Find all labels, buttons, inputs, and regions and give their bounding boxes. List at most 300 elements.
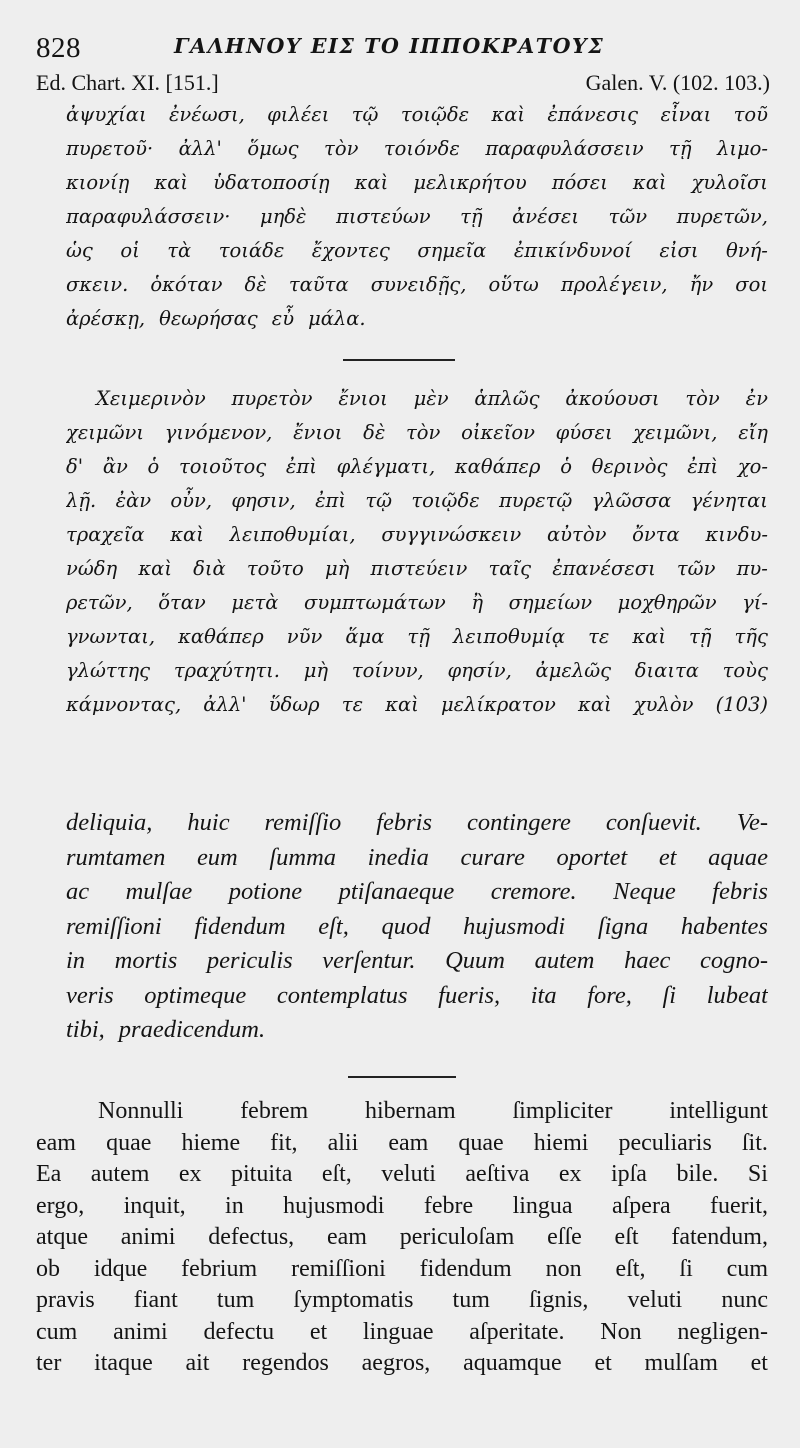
word: τοιοῦτος	[179, 455, 267, 478]
word: habentes	[680, 912, 768, 940]
section-divider	[348, 1076, 456, 1078]
word: defectus,	[208, 1224, 295, 1250]
word: λειποθυμίᾳ	[452, 625, 566, 648]
word: fiant	[133, 1287, 178, 1313]
latin-translation-paragraph	[66, 806, 768, 1048]
word: τοιῷδε	[411, 489, 480, 512]
word: ἀκούουσι	[565, 387, 660, 410]
text-line	[36, 1128, 768, 1160]
word: ſi	[679, 1255, 693, 1282]
word: Non	[600, 1318, 642, 1345]
text-line	[66, 979, 768, 1014]
word: non	[545, 1255, 582, 1282]
word: Ve-	[736, 809, 768, 836]
word: τραχύτητι.	[173, 659, 281, 682]
text-line	[66, 910, 768, 945]
word: ſimpliciter	[512, 1098, 613, 1124]
word: οἱ	[120, 239, 140, 262]
word: ex	[178, 1161, 202, 1187]
word: ἐπὶ	[687, 455, 719, 478]
text-line	[66, 875, 768, 910]
word: eſt,	[318, 912, 349, 940]
word: eſt,	[321, 1161, 352, 1187]
word: πυρετῶν,	[676, 205, 768, 228]
word: τῇ	[669, 137, 692, 160]
word: τε	[341, 693, 364, 716]
word: Quum	[445, 947, 505, 974]
text-line	[66, 268, 768, 302]
word: ſit.	[741, 1129, 768, 1156]
word: καθάπερ	[178, 625, 264, 648]
word: μελίκρατον	[440, 693, 556, 716]
word: regendos	[242, 1350, 329, 1376]
word: aeſtiva	[465, 1161, 530, 1187]
text-line	[66, 688, 768, 722]
word: mulſam	[644, 1350, 718, 1376]
word: fatendum,	[671, 1224, 768, 1250]
word: remiſſioni	[291, 1255, 386, 1282]
word: aegros,	[361, 1350, 431, 1376]
word: alii	[327, 1129, 359, 1156]
word: oportet	[556, 843, 628, 871]
word: σημεῖα	[417, 239, 487, 262]
word: Nonnulli	[98, 1098, 184, 1124]
word: fuerit,	[710, 1192, 768, 1219]
word: ita	[530, 981, 557, 1009]
text-line	[36, 1285, 768, 1317]
text-line	[66, 806, 768, 841]
word: rumtamen	[66, 843, 166, 871]
word: ἤν	[689, 273, 714, 296]
word: cogno-	[699, 947, 768, 974]
word: καὶ	[154, 171, 189, 194]
word: λῇ.	[66, 489, 97, 512]
word: ergo,	[36, 1192, 85, 1219]
word: δὲ	[363, 421, 386, 444]
text-line	[66, 132, 768, 166]
word: σκειν.	[66, 273, 129, 296]
word: μὴ	[324, 557, 350, 580]
text-line	[36, 1254, 768, 1286]
word: ἁπλῶς	[474, 387, 540, 410]
word: ἅμα	[345, 625, 385, 648]
word: συνειδῇς,	[370, 273, 467, 296]
word: καὶ	[354, 171, 389, 194]
word: remiſſio	[264, 809, 342, 836]
word: ſignis,	[529, 1287, 589, 1313]
word: febris	[376, 809, 432, 836]
word: τὰ	[167, 239, 192, 262]
word: ἢ	[471, 591, 483, 614]
word: τὸν	[685, 387, 720, 410]
word: ſigna	[597, 912, 649, 940]
word: τραχεῖα	[66, 523, 145, 546]
word: τῶν	[676, 557, 716, 580]
word: eam	[36, 1129, 76, 1156]
word: Χειμερινὸν	[96, 387, 206, 410]
text-line	[66, 382, 768, 416]
edition-reference-line	[36, 70, 770, 98]
word: χυλὸν	[633, 693, 694, 716]
word: πυρετῷ	[498, 489, 573, 512]
word: εἶναι	[660, 103, 712, 126]
word: tum	[452, 1287, 490, 1313]
word: νώδη	[66, 557, 118, 580]
word: ipſa	[610, 1161, 647, 1187]
word: autem	[534, 947, 595, 974]
word: καὶ	[138, 557, 172, 580]
word: ac	[66, 878, 90, 905]
word: φησιν,	[231, 489, 296, 512]
word: cum	[36, 1318, 78, 1345]
word: inquit,	[123, 1192, 186, 1219]
word: negligen-	[677, 1318, 768, 1345]
word: et	[658, 843, 677, 871]
word: contemplatus	[276, 981, 408, 1009]
word: κινδυ-	[705, 523, 768, 546]
text-line	[66, 166, 768, 200]
word: ait	[185, 1350, 210, 1376]
edition-chartier-reference: Ed. Chart. XI. [151.]	[36, 70, 219, 95]
word: curare	[460, 843, 525, 871]
latin-commentary-paragraph	[36, 1096, 768, 1380]
word: periculoſam	[399, 1224, 515, 1250]
word: κιονίῃ	[66, 171, 130, 194]
word: τοὺς	[722, 659, 768, 682]
page-number: 828	[36, 32, 81, 64]
word: eam	[388, 1129, 429, 1156]
word: κάμνοντας,	[66, 693, 182, 716]
word: quae	[106, 1129, 152, 1156]
word: ὡς	[66, 239, 93, 262]
word: ex	[558, 1161, 582, 1187]
word: ἀμελῶς	[535, 659, 612, 682]
word: ἀρέσκῃ,	[66, 307, 146, 330]
page-header	[36, 28, 766, 64]
word: τοιόνδε	[383, 137, 460, 160]
word: καὶ	[578, 693, 612, 716]
word: ἀλλ'	[203, 693, 247, 716]
word: eſt	[614, 1224, 639, 1250]
word: παραφυλάσσειν·	[66, 205, 231, 228]
word: praedicendum.	[118, 1016, 266, 1043]
word: καὶ	[170, 523, 204, 546]
text-line	[66, 552, 768, 586]
word: lubeat	[706, 981, 768, 1009]
word: et	[750, 1350, 768, 1376]
word: et	[594, 1350, 612, 1376]
word: aſpera	[611, 1192, 671, 1219]
word: febris	[712, 878, 768, 905]
word: fueris,	[438, 981, 501, 1009]
text-line	[36, 1348, 768, 1380]
word: ἀνέσει	[512, 205, 580, 228]
word: (103)	[715, 693, 768, 716]
word: πυ-	[736, 557, 768, 580]
word: ἐπάνεσις	[547, 103, 639, 126]
text-line	[66, 654, 768, 688]
word: καὶ	[385, 693, 419, 716]
section-divider	[343, 359, 455, 361]
word: mortis	[114, 947, 178, 974]
word: διὰ	[193, 557, 226, 580]
word: τὸν	[406, 421, 441, 444]
word: νῦν	[286, 625, 323, 648]
word: τῇ	[460, 205, 483, 228]
word: θερινὸς	[591, 455, 668, 478]
word: ὁ	[147, 455, 160, 478]
word: πυρετὸν	[231, 387, 313, 410]
word: ἀλλ'	[178, 137, 222, 160]
word: σοι	[735, 273, 768, 296]
word: defectu	[203, 1318, 275, 1345]
word: καὶ	[632, 171, 667, 194]
word: πυρετοῦ·	[66, 137, 154, 160]
word: τοιάδε	[218, 239, 285, 262]
word: et	[309, 1318, 328, 1345]
word: Ea	[36, 1161, 62, 1187]
word: γλώττης	[66, 659, 151, 682]
word: αὐτὸν	[547, 523, 607, 546]
word: conſuevit.	[605, 809, 702, 836]
word: ἂν	[102, 455, 128, 478]
word: δ'	[66, 455, 84, 478]
word: ptiſanaeque	[338, 878, 455, 905]
word: eum	[196, 843, 238, 871]
word: veluti	[627, 1287, 683, 1313]
word: ἔχοντες	[311, 239, 390, 262]
word: λειποθυμίαι,	[229, 523, 356, 546]
text-line	[66, 234, 768, 268]
word: εὖ	[271, 307, 295, 330]
word: ſi	[662, 981, 677, 1009]
word: μελικρήτου	[413, 171, 527, 194]
word: τῇ	[689, 625, 712, 648]
word: εἴη	[738, 421, 768, 444]
word: hujusmodi	[283, 1192, 385, 1219]
word: deliquia,	[66, 809, 153, 836]
greek-paragraph-1	[66, 98, 768, 336]
text-line	[66, 450, 768, 484]
word: aquae	[708, 843, 768, 871]
word: τοῦ	[733, 103, 768, 126]
word: ἐνέωσι,	[168, 103, 245, 126]
word: τῷ	[351, 103, 379, 126]
word: potione	[228, 878, 303, 905]
word: aquamque	[463, 1350, 562, 1376]
text-line	[66, 98, 768, 132]
word: fore,	[587, 981, 632, 1009]
word: eam	[326, 1224, 367, 1250]
word: optimeque	[144, 981, 247, 1009]
text-line	[66, 944, 768, 979]
word: fidendum	[194, 912, 286, 940]
word: febrium	[181, 1255, 258, 1282]
word: φλέγματι,	[336, 455, 436, 478]
word: τὸν	[324, 137, 359, 160]
text-line	[36, 1096, 768, 1128]
word: ἐπὶ	[315, 489, 347, 512]
word: quod	[381, 912, 431, 940]
word: τοίνυν,	[351, 659, 424, 682]
word: οἰκεῖον	[461, 421, 535, 444]
word: ἐπὶ	[285, 455, 317, 478]
word: veris	[66, 981, 114, 1009]
word: μοχθηρῶν	[617, 591, 717, 614]
word: in	[225, 1192, 244, 1219]
word: inedia	[367, 843, 429, 871]
text-line	[66, 518, 768, 552]
word: καθάπερ	[454, 455, 541, 478]
text-line	[36, 1191, 768, 1223]
word: ἔνιοι	[293, 421, 343, 444]
word: tibi,	[66, 1016, 105, 1043]
word: febrem	[240, 1098, 309, 1124]
word: λιμο-	[716, 137, 768, 160]
text-line	[66, 484, 768, 518]
word: ἐν	[745, 387, 768, 410]
word: χειμῶνι,	[633, 421, 718, 444]
greek-paragraph-2	[66, 382, 768, 722]
word: ὄντα	[632, 523, 680, 546]
word: τῇ	[407, 625, 430, 648]
word: ταῖς	[488, 557, 532, 580]
word: verſentur.	[322, 947, 416, 974]
word: καὶ	[632, 625, 666, 648]
word: hujusmodi	[463, 912, 566, 940]
text-line	[66, 200, 768, 234]
word: μὴ	[303, 659, 329, 682]
word: Neque	[613, 878, 676, 905]
word: hibernam	[365, 1098, 456, 1124]
word: ſymptomatis	[293, 1287, 414, 1313]
word: θνή-	[726, 239, 768, 262]
word: διαιτα	[634, 659, 699, 682]
word: ὅταν	[158, 591, 206, 614]
word: huic	[187, 809, 230, 836]
word: intelligunt	[669, 1098, 768, 1124]
word: πόσει	[551, 171, 608, 194]
word: δὲ	[244, 273, 267, 296]
word: τοιῷδε	[400, 103, 470, 126]
word: idque	[93, 1255, 148, 1282]
word: πιστεύων	[336, 205, 431, 228]
word: συμπτωμάτων	[304, 591, 446, 614]
word: ὁ	[560, 455, 572, 478]
word: παραφυλάσσειν	[485, 137, 644, 160]
text-line	[66, 620, 768, 654]
word: ἀψυχίαι	[66, 103, 147, 126]
word: eſſe	[547, 1224, 582, 1250]
word: θεωρήσας	[159, 307, 258, 330]
word: eſt,	[615, 1255, 646, 1282]
word: ταῦτα	[288, 273, 349, 296]
word: ὑδατοποσίῃ	[213, 171, 330, 194]
word: φιλέει	[267, 103, 330, 126]
word: mulſae	[125, 878, 193, 905]
word: τῷ	[365, 489, 393, 512]
running-title: ΓΑΛΗΝΟΥ ΕΙΣ ΤΟ ΙΠΠΟΚΡΑΤΟΥΣ	[174, 34, 605, 58]
word: τοῦτο	[246, 557, 304, 580]
word: bile.	[676, 1161, 719, 1187]
word: febre	[423, 1192, 474, 1219]
text-line	[36, 1222, 768, 1254]
word: ob	[36, 1255, 60, 1282]
word: ἔνιοι	[338, 387, 388, 410]
text-line	[66, 586, 768, 620]
word: aſperitate.	[469, 1318, 565, 1345]
word: ἐπικίνδυνοί	[513, 239, 632, 262]
word: γί-	[742, 591, 768, 614]
word: autem	[90, 1161, 150, 1187]
word: μὲν	[413, 387, 449, 410]
word: ὕδωρ	[268, 693, 320, 716]
word: itaque	[94, 1350, 153, 1376]
word: τε	[588, 625, 610, 648]
word: animi	[113, 1318, 168, 1345]
word: ὅμως	[247, 137, 299, 160]
word: atque	[36, 1224, 88, 1250]
text-line	[36, 1317, 768, 1349]
word: quae	[458, 1129, 504, 1156]
word: τῆς	[734, 625, 768, 648]
word: veluti	[381, 1161, 436, 1187]
text-line	[66, 416, 768, 450]
word: cum	[726, 1255, 768, 1282]
word: γλῶσσα	[591, 489, 672, 512]
text-line	[36, 1159, 768, 1191]
word: cremore.	[490, 878, 577, 905]
word: lingua	[512, 1192, 573, 1219]
word: fidendum	[419, 1255, 512, 1282]
word: ſumma	[269, 843, 337, 871]
word: hiemi	[533, 1129, 589, 1156]
word: contingere	[466, 809, 571, 836]
word: Si	[747, 1161, 768, 1187]
word: μετὰ	[231, 591, 279, 614]
word: οὖν,	[170, 489, 213, 512]
word: φησίν,	[447, 659, 512, 682]
text-line	[66, 841, 768, 876]
word: tum	[216, 1287, 255, 1313]
word: χυλοῖσι	[691, 171, 768, 194]
word: pravis	[36, 1287, 95, 1313]
word: ρετῶν,	[66, 591, 133, 614]
word: remiſſioni	[66, 912, 162, 940]
word: μηδὲ	[259, 205, 307, 228]
word: haec	[624, 947, 671, 974]
word: μάλα.	[308, 307, 366, 330]
word: fit,	[270, 1129, 298, 1156]
word: ὁκόταν	[150, 273, 223, 296]
word: καὶ	[491, 103, 526, 126]
word: χο-	[737, 455, 768, 478]
word: ἐπανέσεσι	[552, 557, 656, 580]
word: hieme	[181, 1129, 241, 1156]
word: peculiaris	[618, 1129, 712, 1156]
word: τῶν	[608, 205, 648, 228]
word: ἐὰν	[115, 489, 152, 512]
word: linguae	[362, 1318, 434, 1345]
text-line	[66, 1013, 768, 1048]
word: γνωνται,	[66, 625, 156, 648]
word: φύσει	[555, 421, 613, 444]
word: pituita	[231, 1161, 293, 1187]
text-line	[66, 302, 768, 336]
word: periculis	[206, 947, 293, 974]
word: συγγινώσκειν	[381, 523, 522, 546]
word: ter	[36, 1350, 62, 1376]
